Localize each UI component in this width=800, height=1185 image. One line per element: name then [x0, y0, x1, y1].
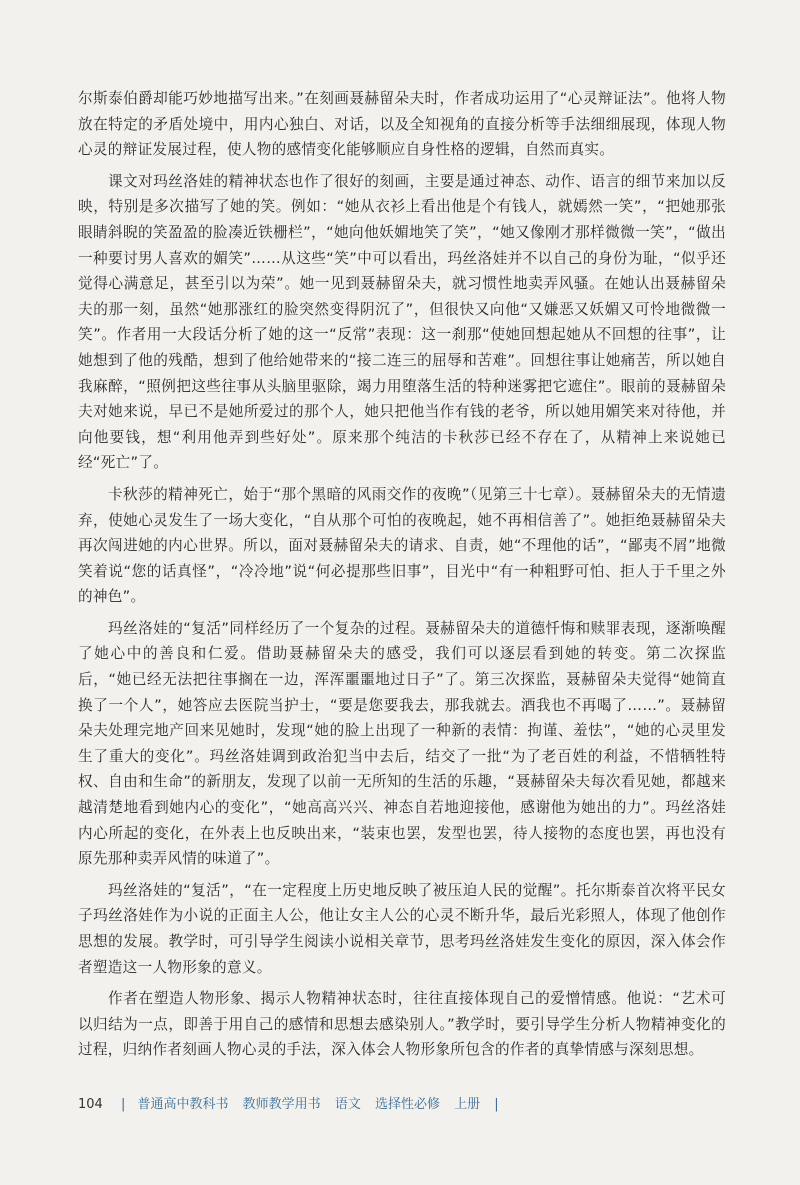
- paragraph-1: 尔斯泰伯爵却能巧妙地描写出来。”在刻画聂赫留朵夫时，作者成功运用了“心灵辩证法”。他将人物放在特定的矛盾处境中，用内心独白、对话，以及全知视角的直接分析等手法细细展现，体现人物心灵的辩证发展过程，使人物的感情变化能够顺应自身性格的逻辑，自然而真实。: [78, 90, 726, 159]
- paragraph-3: 卡秋莎的精神死亡，始于“那个黑暗的风雨交作的夜晚”（见第三十七章）。聂赫留朵夫的无情遗弃，使她心灵发生了一场大变化，“自从那个可怕的夜晚起，她不再相信善了”。她拒绝聂赫留朵夫再次闯进她的内心世界。所以，面对聂赫留朵夫的请求、自责，她“不理他的话”，“鄙夷不屑”地微笑着说“您的话真怪”，“冷冷地”说“何必提那些旧事”，目光中“有一种粗野可怕、拒人于千里之外的神色”。: [78, 485, 726, 606]
- page-number: 104: [78, 1097, 103, 1112]
- footer-volume: 上册: [454, 1097, 481, 1112]
- paragraph-4: 玛丝洛娃的“复活”同样经历了一个复杂的过程。聂赫留朵夫的道德忏悔和赎罪表现，逐渐唤醒了她心中的善良和仁爱。借助聂赫留朵夫的感受，我们可以逐层看到她的转变。第二次探监后，“她已经无法把往事搁在一边，浑浑噩噩地过日子”了。第三次探监，聂赫留朵夫觉得“她简直换了一个人”，她答应去医院当护士，“要是您要我去，那我就去。酒我也不再喝了……”。聂赫留朵夫处理完地产回来见她时，发现“她的脸上出现了一种新的表情：拘谨、羞怯”，“她的心灵里发生了重大的变化”。玛丝洛娃调到政治犯当中去后，结交了一批“为了老百姓的利益，不惜牺牲特权、自由和生命”的新朋友，发现了以前一无所知的生活的乐趣，“聂赫留朵夫每次看见她，都越来越清楚地看到她内心的变化”，“她高高兴兴、神态自若地迎接他，感谢他为她出的力”。玛丝洛娃内心所起的变化，在外表上也反映出来，“装束也罢，发型也罢，待人接物的态度也罢，再也没有原先那种卖弄风情的味道了”。: [78, 619, 726, 868]
- paragraph-2: 课文对玛丝洛娃的精神状态也作了很好的刻画，主要是通过神态、动作、语言的细节来加以反映，特别是多次描写了她的笑。例如：“她从衣衫上看出他是个有钱人，就嫣然一笑”，“把她那张眼睛斜睨的笑盈盈的脸凑近铁栅栏”，“她向他妖媚地笑了笑”，“她又像刚才那样微微一笑”，“做出一种要讨男人喜欢的媚笑”……从这些“笑”中可以看出，玛丝洛娃并不以自己的身份为耻，“似乎还觉得心满意足，甚至引以为荣”。她一见到聂赫留朵夫，就习惯性地卖弄风骚。在她认出聂赫留朵夫的那一刻，虽然“她那涨红的脸突然变得阴沉了”，但很快又向他“又嫌恶又妖媚又可怜地微微一笑”。作者用一大段话分析了她的这一“反常”表现：这一刹那“使她回想起她从不回想的往事”，让她想到了他的残酷，想到了他给她带来的“接二连三的屈辱和苦难”。回想往事让她痛苦，所以她自我麻醉，“照例把这些往事从头脑里驱除，竭力用堕落生活的特种迷雾把它遮住”。眼前的聂赫留朵夫对她来说，早已不是她所爱过的那个人，她只把他当作有钱的老爷，所以她用媚笑来对待他，并向他要钱，想“利用他弄到些好处”。原来那个纯洁的卡秋莎已经不存在了，从精神上来说她已经“死亡”了。: [78, 172, 726, 472]
- footer-separator-end: |: [494, 1097, 499, 1112]
- body-text: [78, 86, 726, 1063]
- paragraph-5: 玛丝洛娃的“复活”，“在一定程度上历史地反映了被压迫人民的觉醒”。托尔斯泰首次将平民女子玛丝洛娃作为小说的正面主人公，他让女主人公的心灵不断升华，最后光彩照人，体现了他创作思想的发展。教学时，可引导学生阅读小说相关章节，思考玛丝洛娃发生变化的原因，深入体会作者塑造这一人物形象的意义。: [78, 881, 726, 976]
- footer-book-type: 教师教学用书: [242, 1097, 321, 1112]
- paragraph-6: 作者在塑造人物形象、揭示人物精神状态时，往往直接体现自己的爱憎情感。他说：“艺术可以归结为一点，即善于用自己的感情和思想去感染别人。”教学时，要引导学生分析人物精神变化的过程，归纳作者刻画人物心灵的手法，深入体会人物形象所包含的作者的真挚情感与深刻思想。: [78, 990, 726, 1059]
- footer-series: 普通高中教科书: [137, 1097, 229, 1112]
- footer-course: 选择性必修: [374, 1097, 440, 1112]
- footer-separator: |: [120, 1097, 126, 1112]
- footer-subject: 语文: [334, 1097, 361, 1112]
- page-footer: [78, 1093, 499, 1112]
